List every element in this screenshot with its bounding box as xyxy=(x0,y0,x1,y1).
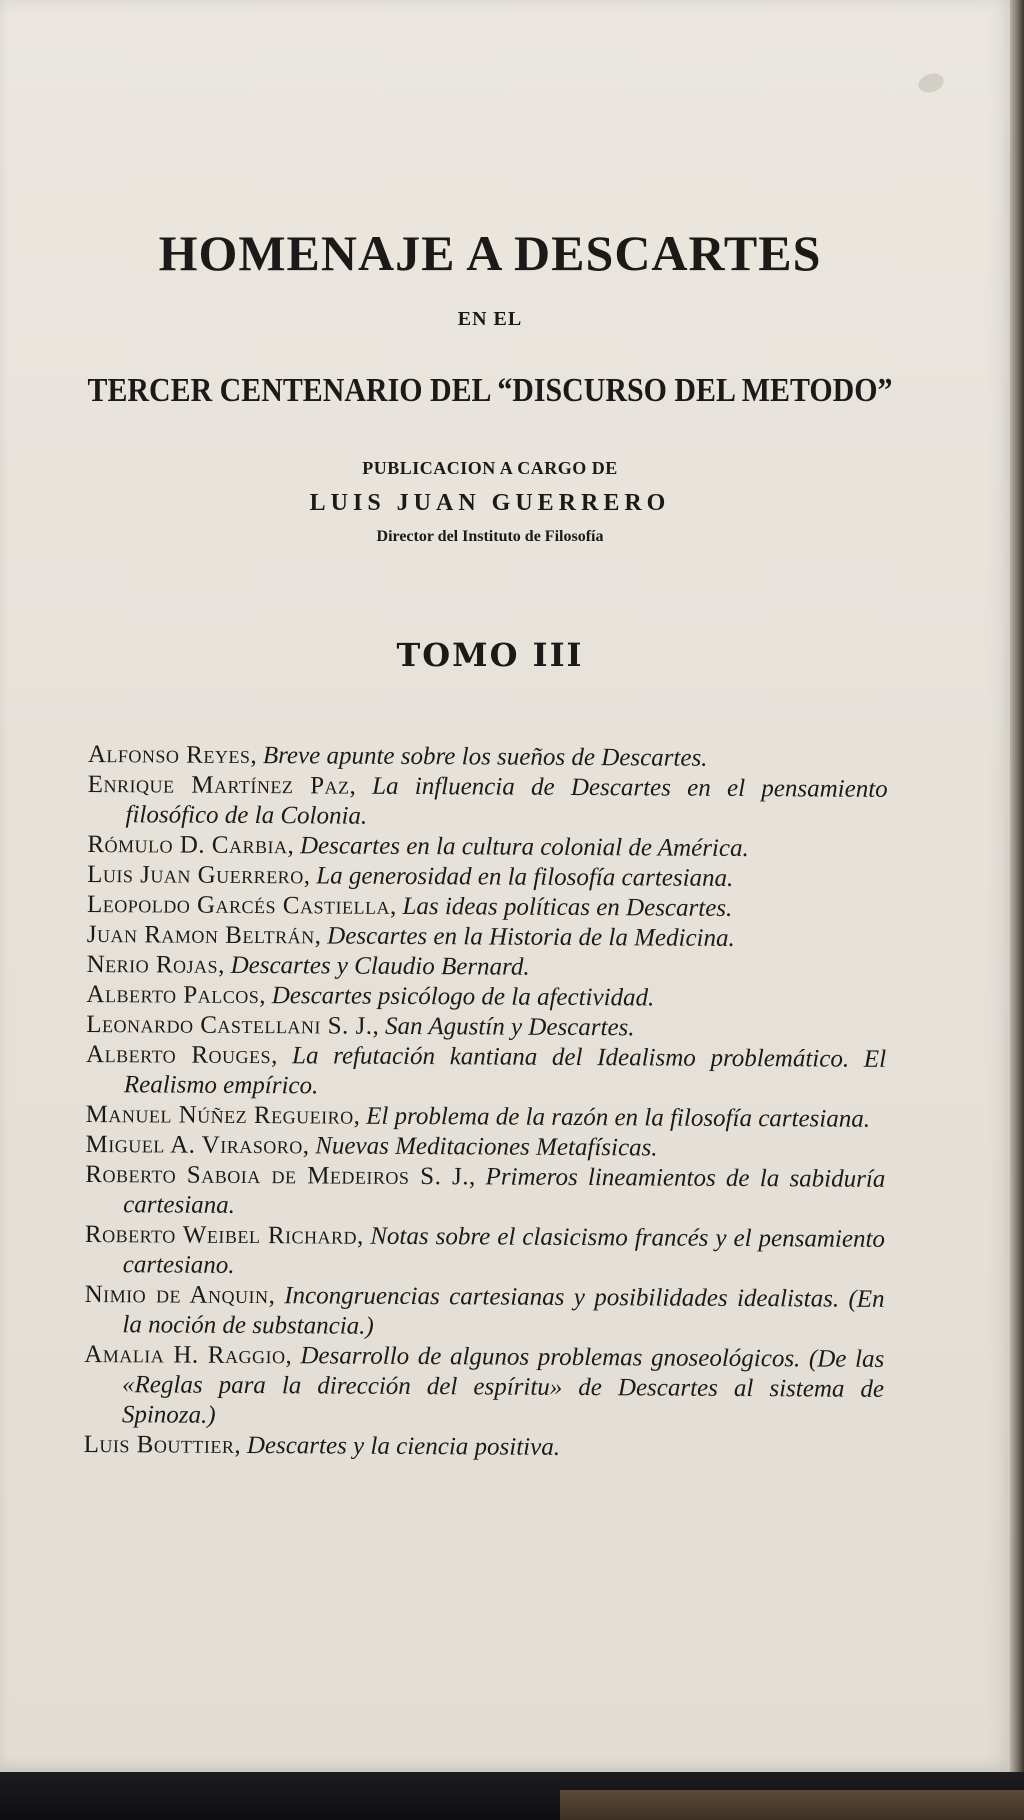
contents-entry xyxy=(84,1430,884,1465)
contents-entry xyxy=(87,890,887,925)
page-edge xyxy=(1010,0,1024,1820)
table-of-contents xyxy=(84,740,888,1465)
volume-heading: TOMO III xyxy=(396,636,584,674)
contents-entry xyxy=(85,1220,885,1285)
entry-separator: , xyxy=(271,1042,293,1070)
contents-entry xyxy=(86,980,886,1015)
entry-author: Alberto Rouges xyxy=(85,1040,272,1070)
book-subtitle: TERCER CENTENARIO DEL “DISCURSO DEL METODO” xyxy=(87,372,893,409)
contents-entry xyxy=(87,770,887,835)
entry-title: Descartes y Claudio Bernard. xyxy=(230,951,530,981)
entry-separator: , xyxy=(349,772,373,800)
entry-author: Nerio Rojas xyxy=(86,950,219,979)
entry-author: Miguel A. Virasoro xyxy=(85,1130,303,1160)
entry-title: Notas sobre el clasicismo francés y el pensamiento cartesiano. xyxy=(122,1222,886,1279)
entry-title: Desarrollo de algunos problemas gnoseológicos. (De las «Reglas para la dirección del espíritu» de Descartes al sistema de Spinoza.) xyxy=(121,1342,885,1429)
publication-label: PUBLICACION A CARGO DE xyxy=(362,458,618,478)
entry-title: Descartes y la ciencia positiva. xyxy=(246,1431,561,1461)
contents-entry xyxy=(86,1010,886,1045)
entry-title: Breve apunte sobre los sueños de Descartes. xyxy=(262,742,708,772)
contents-entry xyxy=(88,740,888,775)
paper-smudge xyxy=(916,70,946,95)
entry-title: San Agustín y Descartes. xyxy=(384,1012,635,1042)
entry-author: Leonardo Castellani S. J. xyxy=(86,1010,373,1040)
entry-author: Juan Ramon Beltrán xyxy=(86,920,315,950)
entry-author: Roberto Saboia de Medeiros S. J. xyxy=(85,1160,470,1191)
entry-author: Nimio de Anquin xyxy=(84,1280,269,1310)
entry-separator: , xyxy=(469,1163,486,1191)
contents-entry xyxy=(87,830,887,865)
entry-separator: , xyxy=(268,1282,285,1310)
entry-separator: , xyxy=(303,862,317,890)
entry-title: Descartes en la Historia de la Medicina. xyxy=(327,922,735,952)
entry-author: Luis Bouttier xyxy=(83,1430,235,1459)
entry-title: Descartes psicólogo de la afectividad. xyxy=(271,982,655,1012)
entry-separator: , xyxy=(250,741,263,770)
entry-author: Amalia H. Raggio xyxy=(84,1340,286,1370)
contents-entry xyxy=(87,920,887,955)
entry-separator: , xyxy=(234,1431,247,1459)
entry-title: Nuevas Meditaciones Metafísicas. xyxy=(315,1132,658,1162)
contents-entry xyxy=(86,1040,886,1105)
entry-author: Alberto Palcos xyxy=(86,980,260,1010)
entry-title: Descartes en la cultura colonial de América. xyxy=(299,832,749,863)
entry-title: La influencia de Descartes en el pensamiento filosófico de la Colonia. xyxy=(125,772,888,830)
entry-author: Rómulo D. Carbia xyxy=(87,830,288,860)
contents-entry xyxy=(86,1100,886,1135)
entry-author: Enrique Martínez Paz xyxy=(87,770,350,800)
entry-title: El problema de la razón en la filosofía cartesiana. xyxy=(366,1102,871,1133)
entry-separator: , xyxy=(356,1222,371,1250)
entry-author: Alfonso Reyes xyxy=(87,741,251,769)
entry-separator: , xyxy=(259,982,272,1010)
entry-separator: , xyxy=(314,922,328,950)
entry-separator: , xyxy=(218,951,231,979)
editor-role: Director del Instituto de Filosofía xyxy=(376,528,604,545)
entry-title: La generosidad en la filosofía cartesiana. xyxy=(316,862,734,892)
contents-entry xyxy=(87,950,887,985)
table-surface xyxy=(560,1790,1024,1820)
contents-entry xyxy=(84,1280,884,1345)
entry-title: Las ideas políticas en Descartes. xyxy=(402,892,733,922)
entry-separator: , xyxy=(285,1342,301,1370)
entry-author: Leopoldo Garcés Castiella xyxy=(86,890,391,920)
entry-author: Roberto Weibel Richard xyxy=(84,1220,358,1250)
contents-entry xyxy=(84,1340,885,1435)
contents-entry xyxy=(87,860,887,895)
entry-title: La refutación kantiana del Idealismo problemático. El Realismo empírico. xyxy=(123,1042,887,1100)
entry-title: Primeros lineamientos de la sabiduría cartesiana. xyxy=(123,1163,886,1219)
entry-author: Manuel Núñez Regueiro xyxy=(85,1100,354,1130)
entry-separator: , xyxy=(353,1102,367,1130)
entry-separator: , xyxy=(372,1012,386,1040)
entry-separator: , xyxy=(302,1132,316,1160)
contents-entry xyxy=(85,1130,885,1165)
entry-author: Luis Juan Guerrero xyxy=(87,860,304,890)
entry-title: Incongruencias cartesianas y posibilidades idealistas. (En la noción de substancia.) xyxy=(122,1282,885,1340)
title-connector: EN EL xyxy=(457,308,523,330)
contents-entry xyxy=(85,1160,885,1225)
entry-separator: , xyxy=(389,892,403,920)
book-title: HOMENAJE A DESCARTES xyxy=(158,225,822,281)
editor-name: LUIS JUAN GUERRERO xyxy=(309,490,671,516)
entry-separator: , xyxy=(287,832,301,860)
